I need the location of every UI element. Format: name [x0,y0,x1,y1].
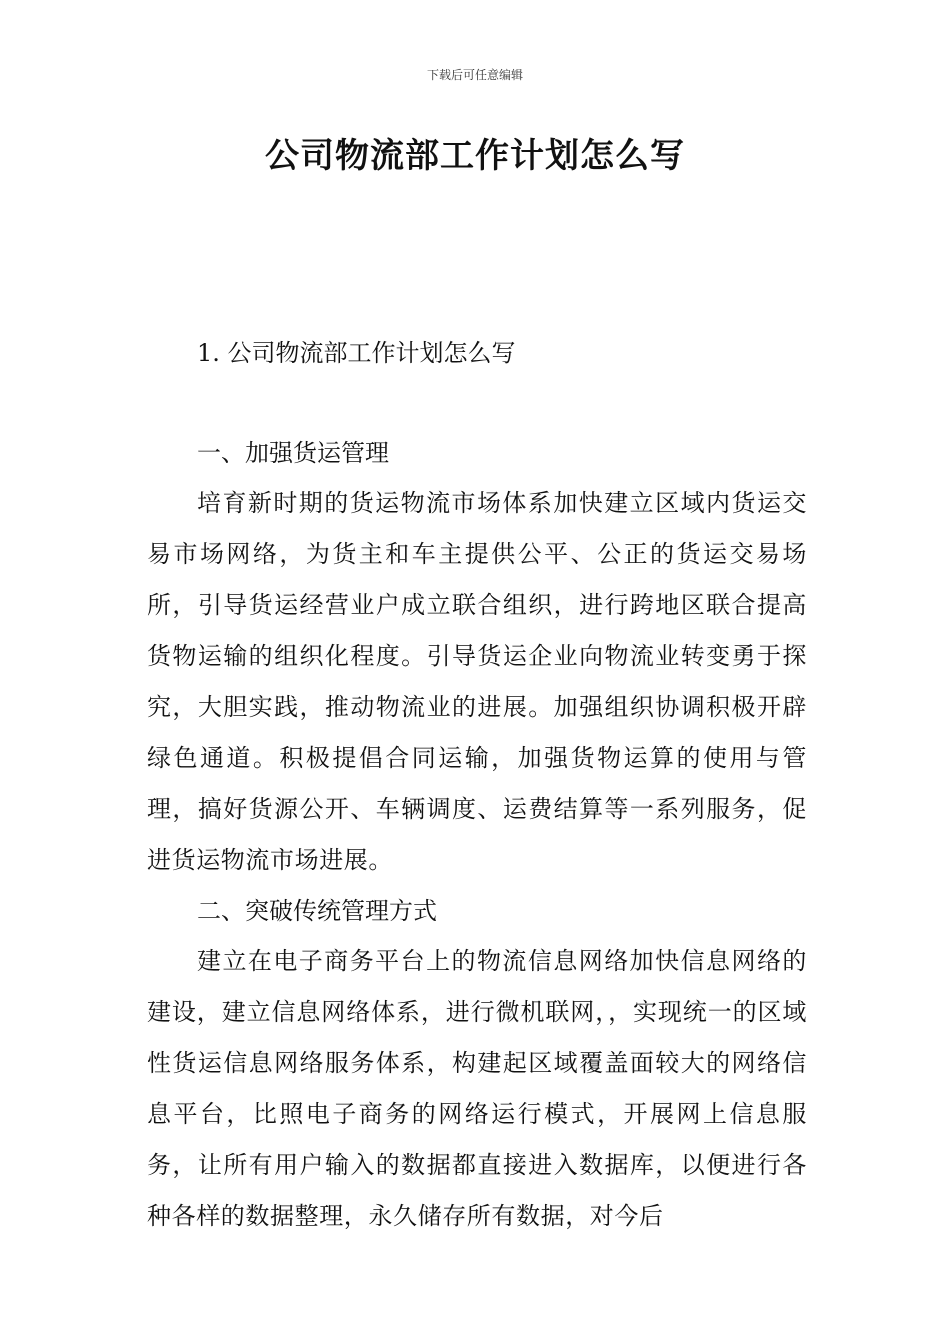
section-heading-1: 一、加强货运管理 [197,439,389,467]
document-body [147,328,807,1242]
document-title: 公司物流部工作计划怎么写 [265,136,685,176]
document-subtitle: 1. 公司物流部工作计划怎么写 [197,339,516,367]
section-paragraph-1: 培育新时期的货运物流市场体系加快建立区域内货运交易市场网络，为货主和车主提供公平、公正的货运交易场所，引导货运经营业户成立联合组织，进行跨地区联合提高货物运输的组织化程度。引导货运企业向物流业转变勇于探究，大胆实践，推动物流业的进展。加强组织协调积极开辟绿色通道。积极提倡合同运输，加强货物运算的使用与管理，搞好货源公开、车辆调度、运费结算等一系列服务，促进货运物流市场进展。 [147,489,807,874]
section-heading-2: 二、突破传统管理方式 [197,897,437,925]
header-note: 下载后可任意编辑 [426,68,523,82]
section-paragraph-2: 建立在电子商务平台上的物流信息网络加快信息网络的建设，建立信息网络体系，进行微机联网，，实现统一的区域性货运信息网络服务体系，构建起区域覆盖面较大的网络信息平台，比照电子商务的网络运行模式，开展网上信息服务，让所有用户输入的数据都直接进入数据库，以便进行各种各样的数据整理，永久储存所有数据，对今后 [147,947,807,1230]
